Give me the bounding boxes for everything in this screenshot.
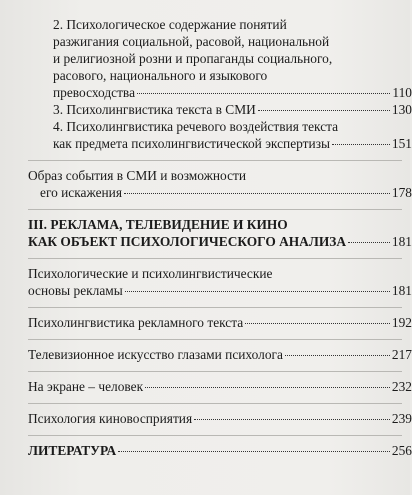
dot-leader <box>245 323 390 324</box>
toc-entry-event-image <box>28 167 412 201</box>
toc-entry-text: Телевизионное искусство глазами психолога <box>28 347 283 362</box>
page-number: 239 <box>391 411 412 426</box>
dot-leader <box>285 355 390 356</box>
toc-entry-text: Психологические и психолингвистические <box>28 266 273 281</box>
table-of-contents <box>28 16 412 459</box>
page-number: 151 <box>391 136 412 151</box>
dot-leader <box>194 419 390 420</box>
toc-entry-text: 2. Психологическое содержание понятий <box>53 17 287 32</box>
dot-leader <box>125 291 390 292</box>
page-number: 217 <box>391 347 412 362</box>
toc-entry-sub-4 <box>53 118 412 152</box>
toc-entry-text: Образ события в СМИ и возможности <box>28 168 247 183</box>
page-number: 232 <box>391 379 412 394</box>
page-number: 256 <box>391 443 412 458</box>
section-title: III. РЕКЛАМА, ТЕЛЕВИДЕНИЕ И КИНО <box>28 217 288 232</box>
dot-leader <box>145 387 390 388</box>
section-title: КАК ОБЪЕКТ ПСИХОЛОГИЧЕСКОГО АНАЛИЗА <box>28 234 346 249</box>
dot-leader <box>118 451 390 452</box>
toc-entry-tv-art <box>28 346 412 363</box>
toc-entry-text: 4. Психолингвистика речевого воздействия текста <box>53 119 339 134</box>
dot-leader <box>258 110 390 111</box>
toc-entry-text: расового, национального и языкового <box>53 68 268 83</box>
toc-entry-ad-basics <box>28 265 412 299</box>
toc-entry-text: 3. Психолингвистика текста в СМИ <box>53 102 256 117</box>
toc-entry-text: основы рекламы <box>28 283 123 298</box>
page-number: 130 <box>391 102 412 117</box>
toc-entry-on-screen <box>28 378 412 395</box>
page-number: 110 <box>392 85 412 100</box>
toc-section-3 <box>28 216 412 250</box>
dot-leader <box>332 144 390 145</box>
toc-entry-text: его искажения <box>40 185 123 200</box>
toc-entry-text: и религиозной розни и пропаганды социального, <box>53 51 333 66</box>
toc-entry-ad-text <box>28 314 412 331</box>
page-number: 178 <box>391 185 412 200</box>
toc-entry-text: как предмета психолингвистической экспертизы <box>53 136 330 151</box>
toc-entry-sub-2 <box>53 16 412 101</box>
toc-entry-text: Психолингвистика рекламного текста <box>28 315 244 330</box>
toc-entry-literature <box>28 442 412 459</box>
page-number: 181 <box>391 234 412 249</box>
dot-leader <box>348 242 390 243</box>
page-number: 192 <box>391 315 412 330</box>
dot-leader <box>124 193 390 194</box>
toc-entry-sub-3 <box>53 101 412 118</box>
section-title: ЛИТЕРАТУРА <box>28 443 117 458</box>
page-number: 181 <box>391 283 412 298</box>
toc-entry-cinema <box>28 410 412 427</box>
toc-entry-text: превосходства <box>53 85 136 100</box>
dot-leader <box>137 93 390 94</box>
toc-entry-text: Психология киновосприятия <box>28 411 193 426</box>
toc-entry-text: разжигания социальной, расовой, национальной <box>53 34 330 49</box>
toc-entry-text: На экране – человек <box>28 379 144 394</box>
